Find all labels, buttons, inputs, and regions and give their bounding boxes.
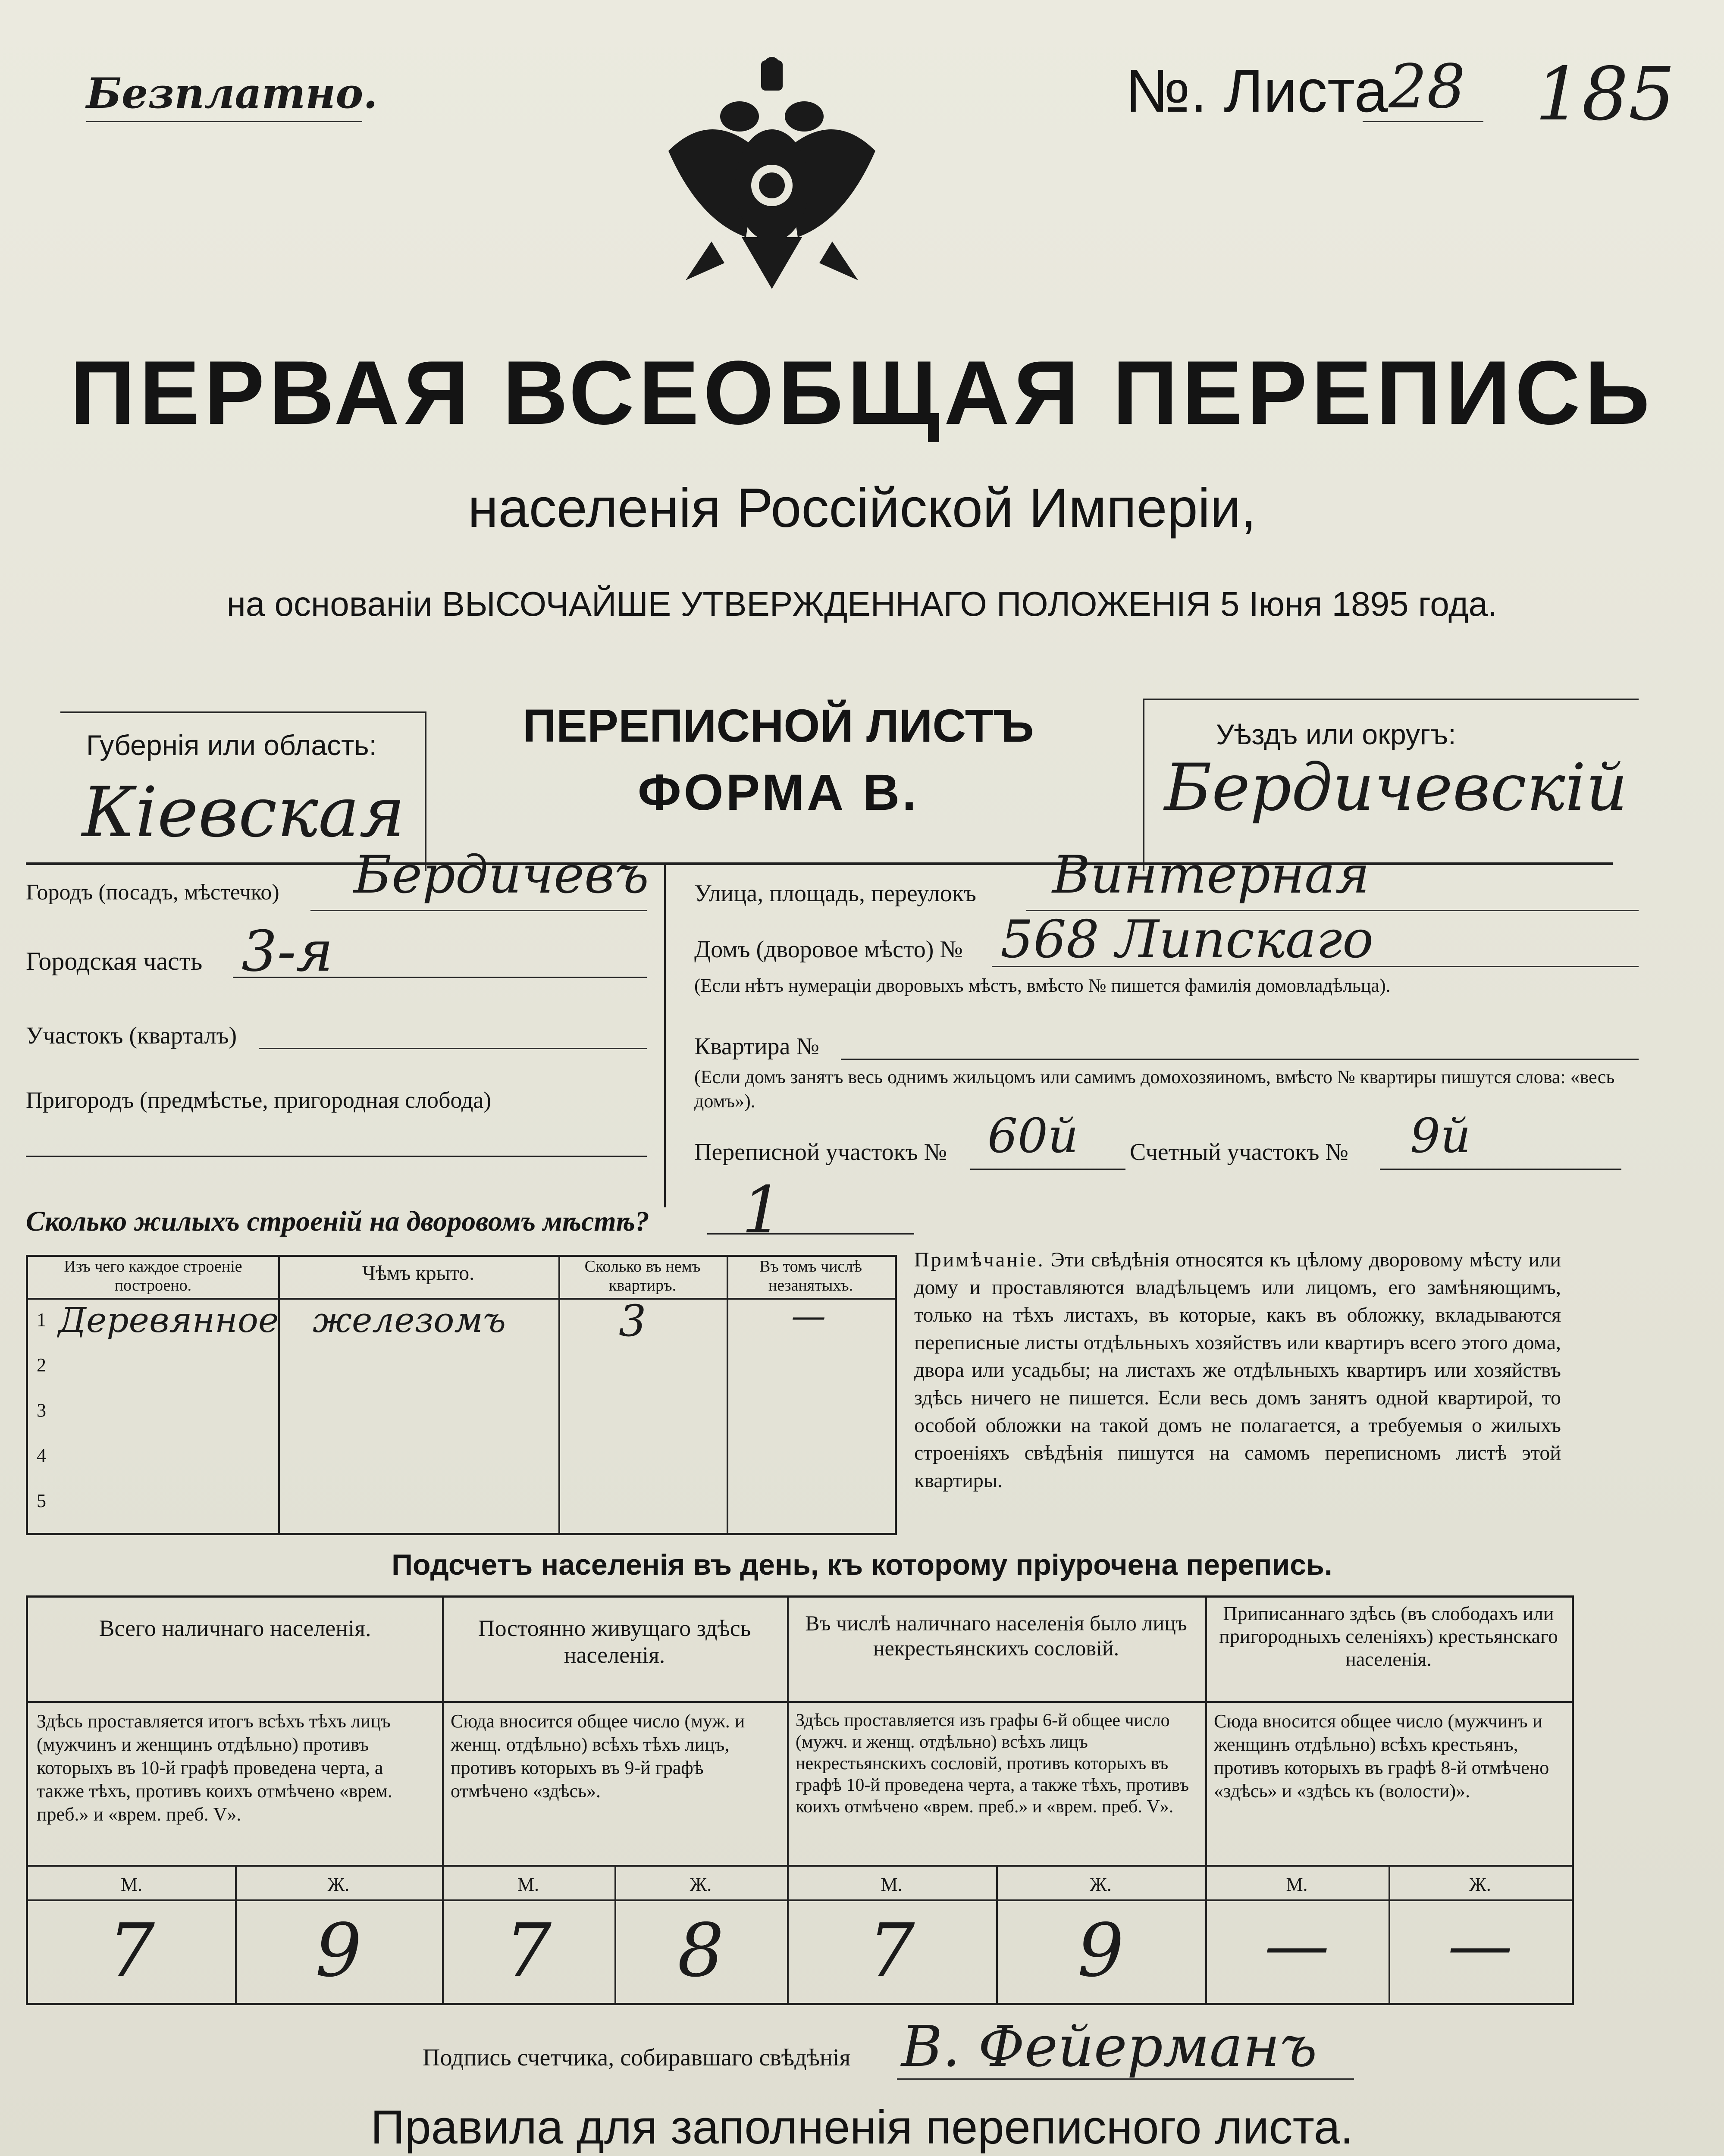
field-line — [841, 1059, 1639, 1060]
count-district-label: Счетный участокъ № — [1130, 1139, 1348, 1166]
field-line — [26, 1156, 647, 1157]
row-number: 3 — [37, 1400, 46, 1421]
count-value: 8 — [677, 1908, 724, 1993]
field-line — [1380, 1169, 1621, 1170]
col-header-roof: Чѣмъ крыто. — [362, 1262, 475, 1285]
city-label: Городъ (посадъ, мѣстечко) — [26, 880, 279, 905]
city-value: Бердичевъ — [354, 845, 649, 905]
divider — [28, 1701, 1572, 1703]
male-label: М. — [881, 1874, 903, 1895]
count-col-head: Всего наличнаго населенія. — [99, 1615, 371, 1641]
female-label: Ж. — [1469, 1874, 1491, 1895]
house-value: 568 Липскаго — [1000, 910, 1374, 970]
count-table — [26, 1595, 1574, 2005]
uchastok-label: Участокъ (кварталъ) — [26, 1022, 237, 1049]
count-district-value: 9й — [1410, 1108, 1471, 1163]
count-value: 7 — [505, 1908, 552, 1993]
male-label: М. — [1286, 1874, 1308, 1895]
count-col-desc: Здѣсь проставляется итогъ всѣхъ тѣхъ лицъ (мужчинъ и женщинъ отдѣльно) противъ которыхъ въ 10-й графѣ проведена черта, а также тѣхъ, противъ коихъ отмѣчено «врем. преб.» и «врем. преб. V». — [37, 1711, 392, 1825]
male-label: М. — [120, 1874, 143, 1895]
count-value: — — [1264, 1908, 1329, 1983]
count-col-head: Въ числѣ наличнаго населенія было лицъ некрестьянскихъ сословій. — [805, 1611, 1187, 1660]
count-title: Подсчетъ населенія въ день, къ которому пріурочена перепись. — [392, 1548, 1332, 1581]
divider — [26, 862, 1613, 865]
divider — [28, 1298, 895, 1300]
count-value: 9 — [315, 1908, 362, 1993]
free-label: Безплатно. — [86, 69, 378, 118]
count-value: 7 — [868, 1908, 915, 1993]
divider — [28, 1899, 1572, 1901]
page-subtitle: населенія Россійской Имперіи, — [467, 477, 1257, 539]
note-text: Эти свѣдѣнія относятся къ цѣлому дворовому мѣсту или дому и проставляются владѣльцемъ или лицомъ, его замѣняющимъ, только на тѣхъ листахъ, въ которые, какъ въ обложку, вкладываются переписные листы отдѣльныхъ хозяйствъ или квартиръ всего этого дома, двора или усадьбы; на листахъ же отдѣльныхъ квартиръ или хозяйствъ здѣсь ничего не пишется. Если весь домъ занятъ одной квартирой, то особой обложки на такой домъ не полагается, а требуемыя о жилыхъ строеніяхъ свѣдѣнія пишутся на самомъ переписномъ листѣ этой квартиры. — [914, 1248, 1561, 1492]
row-material: Деревянное — [58, 1300, 279, 1340]
uezd-label: Уѣздъ или округъ: — [1216, 718, 1456, 750]
divider — [1143, 699, 1639, 700]
female-label: Ж. — [327, 1874, 350, 1895]
suburb-label: Пригородъ (предмѣстье, пригородная слобода) — [26, 1087, 492, 1113]
row-number: 5 — [37, 1490, 46, 1511]
count-col-desc: Здѣсь проставляется изъ графы 6-й общее число (мужч. и женщ. отдѣльно) всѣхъ лицъ некрестьянскихъ сословій, противъ которыхъ въ графѣ 10-й проведена черта, а также тѣхъ, противъ коихъ отмѣчено «врем. преб.» и «врем. преб. V». — [796, 1711, 1189, 1817]
col-header-vacant: Въ томъ числѣ незанятыхъ. — [759, 1257, 862, 1294]
double-eagle-emblem-icon — [660, 56, 884, 298]
rules-title: Правила для заполненія переписного листа. — [370, 2101, 1354, 2154]
basis-line: на основаніи ВЫСОЧАЙШЕ УТВЕРЖДЕННАГО ПОЛОЖЕНІЯ 5 Іюня 1895 года. — [226, 585, 1498, 623]
buildings-note — [914, 1246, 1561, 1495]
count-value: 7 — [108, 1908, 155, 1993]
gubernia-label: Губернія или область: — [86, 729, 377, 761]
city-part-label: Городская часть — [26, 947, 203, 975]
row-number: 2 — [37, 1354, 46, 1376]
field-line — [707, 1233, 914, 1235]
free-underline — [86, 121, 362, 122]
signature-label: Подпись счетчика, собиравшаго свѣдѣнія — [423, 2044, 851, 2071]
archive-number: 185 — [1535, 52, 1675, 137]
note-heading: Примѣчаніе. — [914, 1248, 1045, 1271]
census-district-label: Переписной участокъ № — [694, 1139, 947, 1166]
signature-line — [897, 2078, 1354, 2080]
row-number: 1 — [37, 1309, 46, 1330]
count-col-desc: Сюда вносится общее число (муж. и женщ. отдѣльно) всѣхъ тѣхъ лицъ, противъ которыхъ въ 9-й графѣ отмѣчено «здѣсь». — [451, 1711, 745, 1802]
field-line — [970, 1169, 1125, 1170]
gubernia-value: Кіевская — [82, 772, 405, 852]
col-header-material: Изъ чего каждое строеніе построено. — [64, 1257, 242, 1294]
count-col-desc: Сюда вносится общее число (мужчинъ и женщинъ отдѣльно) всѣхъ крестьянъ, противъ которыхъ въ графѣ 8-й отмѣчено «здѣсь» и «здѣсь къ (волости)». — [1214, 1711, 1549, 1802]
buildings-table — [26, 1255, 897, 1535]
count-value: — — [1448, 1908, 1513, 1983]
row-roof: железомъ — [313, 1300, 506, 1340]
row-vacant: — — [791, 1296, 826, 1336]
street-value: Винтерная — [1052, 845, 1370, 905]
buildings-answer: 1 — [742, 1173, 783, 1248]
count-col-head: Приписаннаго здѣсь (въ слободахъ или пригородныхъ селеніяхъ) крестьянскаго населенія. — [1219, 1602, 1558, 1670]
male-label: М. — [517, 1874, 539, 1895]
house-note: (Если нѣтъ нумераціи дворовыхъ мѣстъ, вмѣсто № пишется фамилія домовладѣльца). — [694, 975, 1391, 996]
col-header-apartments: Сколько въ немъ квартиръ. — [584, 1257, 701, 1294]
house-label: Домъ (дворовое мѣсто) № — [694, 936, 963, 963]
signature-value: В. Фейерманъ — [901, 2014, 1317, 2079]
divider — [664, 862, 666, 1207]
form-title: ПЕРЕПИСНОЙ ЛИСТЪ — [523, 699, 1034, 752]
street-label: Улица, площадь, переулокъ — [694, 880, 976, 907]
count-value: 9 — [1077, 1908, 1124, 1993]
city-part-value: 3-я — [241, 918, 333, 984]
census-district-value: 60й — [987, 1108, 1078, 1163]
sheet-number-value: 28 — [1389, 52, 1466, 122]
field-line — [310, 910, 647, 911]
female-label: Ж. — [690, 1874, 712, 1895]
row-number: 4 — [37, 1445, 46, 1466]
count-col-head: Постоянно живущаго здѣсь населенія. — [478, 1615, 751, 1668]
field-line — [233, 977, 647, 978]
row-apartments: 3 — [619, 1296, 646, 1346]
female-label: Ж. — [1090, 1874, 1112, 1895]
sheet-number-underline — [1363, 121, 1483, 122]
buildings-question: Сколько жилыхъ строеній на дворовомъ мѣстѣ? — [26, 1206, 649, 1237]
sheet-number-label: №. Листа — [1125, 57, 1388, 125]
apartment-label: Квартира № — [694, 1033, 819, 1060]
page-title: ПЕРВАЯ ВСЕОБЩАЯ ПЕРЕПИСЬ — [70, 342, 1654, 443]
divider — [28, 1865, 1572, 1867]
form-subtitle: ФОРМА В. — [638, 764, 919, 821]
apartment-note: (Если домъ занятъ весь однимъ жильцомъ или самимъ домохозяиномъ, вмѣсто № квартиры пишутся слова: «весь домъ»). — [694, 1066, 1615, 1112]
uezd-value: Бердичевскій — [1164, 750, 1628, 825]
divider — [60, 711, 425, 713]
field-line — [992, 966, 1639, 967]
field-line — [259, 1048, 647, 1049]
